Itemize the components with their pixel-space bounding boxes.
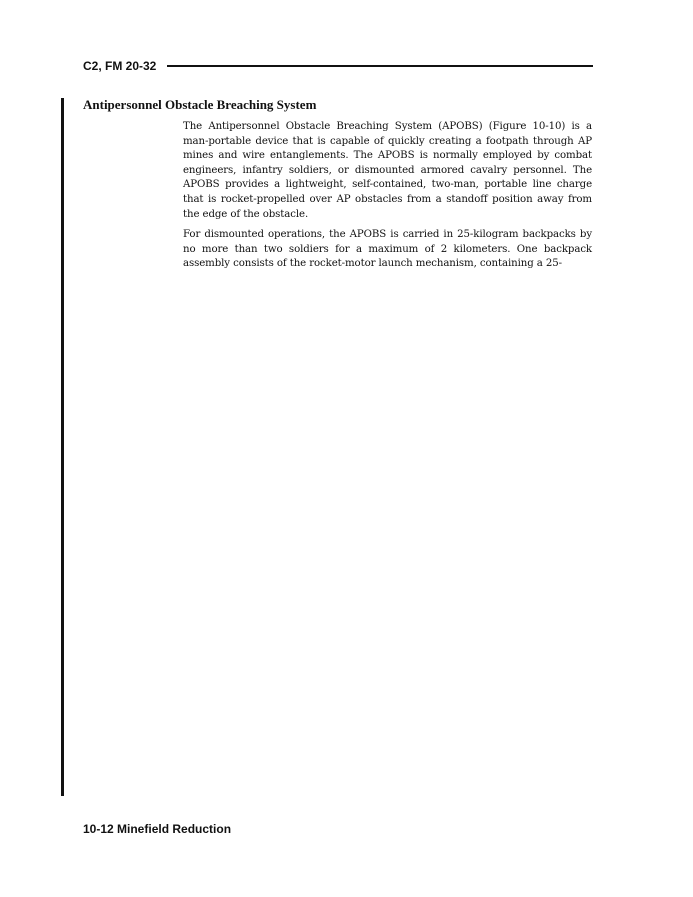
body-text — [183, 120, 592, 278]
section-heading: Antipersonnel Obstacle Breaching System — [83, 97, 317, 112]
running-head: C2, FM 20-32 — [83, 59, 157, 73]
paragraph-2: For dismounted operations, the APOBS is carried in 25-kilogram backpacks by no more than two soldiers for a maximum of 2 kilometers. One backpack assembly consists of the rocket-motor launch mechanism, containing a 25- — [183, 229, 592, 270]
page-footer: 10-12 Minefield Reduction — [83, 822, 232, 836]
page-header — [83, 56, 593, 76]
header-rule — [167, 65, 593, 67]
paragraph-1: The Antipersonnel Obstacle Breaching System (APOBS) (Figure 10-10) is a man-portable device that is capable of quickly creating a footpath through AP mines and wire entanglements. The APOBS is normally employed by combat engineers, infantry soldiers, or dismounted armored cavalry personnel. The APOBS provides a lightweight, self-contained, two-man, portable line charge that is rocket-propelled over AP obstacles from a standoff position away from the edge of the obstacle. — [183, 121, 592, 220]
change-bar — [61, 98, 64, 796]
